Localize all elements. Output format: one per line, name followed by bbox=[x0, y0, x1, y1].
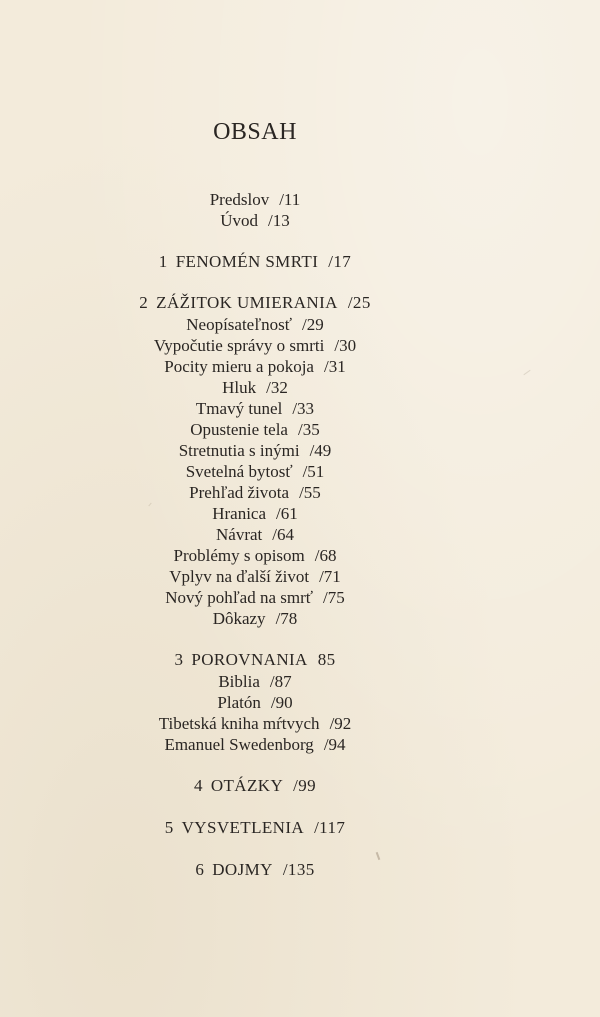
toc-entry bbox=[0, 504, 510, 524]
entry-title: ZÁŽITOK UMIERANIA bbox=[156, 293, 338, 312]
toc-chapter-entry bbox=[0, 776, 510, 796]
page-number: /35 bbox=[297, 420, 320, 439]
entry-title: Opustenie tela bbox=[190, 420, 288, 439]
toc-entry bbox=[0, 483, 510, 503]
chapter-number: 5 bbox=[164, 818, 174, 837]
page-number: /99 bbox=[293, 776, 317, 795]
page-title: OBSAH bbox=[213, 119, 297, 145]
page-number: /31 bbox=[323, 357, 346, 376]
toc-entry bbox=[0, 567, 510, 587]
toc-entry bbox=[0, 714, 510, 734]
entry-title: Stretnutia s inými bbox=[178, 441, 300, 460]
entry-title: Vplyv na ďalší život bbox=[169, 567, 310, 586]
page-number: /51 bbox=[302, 462, 325, 481]
entry-title: Dôkazy bbox=[212, 609, 266, 628]
page-number: /135 bbox=[282, 860, 315, 879]
entry-title: Nový pohľad na smrť bbox=[165, 588, 314, 607]
paper-speck bbox=[376, 852, 381, 860]
entry-title: DOJMY bbox=[212, 860, 273, 879]
toc-entry bbox=[0, 211, 510, 231]
toc-entry bbox=[0, 462, 510, 482]
entry-title: OTÁZKY bbox=[210, 776, 284, 795]
entry-title: Návrat bbox=[216, 525, 263, 544]
toc-entry bbox=[0, 399, 510, 419]
chapter-number: 1 bbox=[158, 252, 168, 271]
toc-chapter-entry bbox=[0, 252, 510, 272]
chapter-number: 3 bbox=[174, 650, 184, 669]
page-number: /49 bbox=[309, 441, 332, 460]
page-number: /68 bbox=[314, 546, 337, 565]
page-number: /90 bbox=[270, 693, 293, 712]
toc-entry bbox=[0, 336, 510, 356]
toc-entry bbox=[0, 357, 510, 377]
entry-title: Hluk bbox=[222, 378, 257, 397]
page-number: /61 bbox=[276, 504, 298, 523]
toc-chapter-entry bbox=[0, 860, 510, 880]
page-number: /29 bbox=[302, 315, 324, 334]
page-number: /32 bbox=[266, 378, 288, 397]
toc-chapter-entry bbox=[0, 818, 510, 838]
entry-title: Vypočutie správy o smrti bbox=[153, 336, 325, 355]
entry-title: Neopísateľnosť bbox=[186, 315, 293, 334]
toc-entry bbox=[0, 525, 510, 545]
page-number: /92 bbox=[329, 714, 352, 733]
toc-entry bbox=[0, 378, 510, 398]
toc-chapter-entry bbox=[0, 650, 510, 670]
page-number: /87 bbox=[269, 672, 292, 691]
toc-entry bbox=[0, 672, 510, 692]
entry-title: FENOMÉN SMRTI bbox=[175, 252, 319, 271]
page-number: /117 bbox=[314, 818, 346, 837]
page-number: /11 bbox=[279, 190, 301, 209]
entry-title: Svetelná bytosť bbox=[185, 462, 293, 481]
entry-title: POROVNANIA bbox=[191, 650, 308, 669]
page-number: /78 bbox=[275, 609, 298, 628]
toc-entry bbox=[0, 588, 510, 608]
entry-title: VYSVETLENIA bbox=[181, 818, 305, 837]
toc-entry bbox=[0, 609, 510, 629]
paper-speck bbox=[523, 370, 530, 375]
entry-title: Problémy s opisom bbox=[173, 546, 305, 565]
toc-entry bbox=[0, 420, 510, 440]
page-number: /64 bbox=[272, 525, 294, 544]
toc-entry bbox=[0, 190, 510, 210]
entry-title: Úvod bbox=[220, 211, 259, 230]
page-number: /17 bbox=[328, 252, 352, 271]
page-number: /33 bbox=[292, 399, 315, 418]
page-number: /75 bbox=[323, 588, 345, 607]
toc-entry bbox=[0, 693, 510, 713]
entry-title: Tibetská kniha mŕtvych bbox=[158, 714, 320, 733]
entry-title: Tmavý tunel bbox=[195, 399, 283, 418]
chapter-number: 2 bbox=[139, 293, 149, 312]
entry-title: Pocity mieru a pokoja bbox=[164, 357, 314, 376]
entry-title: Prehľad života bbox=[189, 483, 290, 502]
chapter-number: 4 bbox=[193, 776, 203, 795]
toc-entry bbox=[0, 315, 510, 335]
page-number: /13 bbox=[268, 211, 290, 230]
page-number: /71 bbox=[319, 567, 341, 586]
entry-title: Biblia bbox=[218, 672, 260, 691]
page-number: /55 bbox=[299, 483, 321, 502]
entry-title: Hranica bbox=[212, 504, 267, 523]
entry-title: Platón bbox=[217, 693, 261, 712]
page-number: /25 bbox=[347, 293, 371, 312]
entry-title: Predslov bbox=[209, 190, 270, 209]
entry-title: Emanuel Swedenborg bbox=[164, 735, 314, 754]
page-number: /94 bbox=[323, 735, 346, 754]
toc-chapter-entry bbox=[0, 293, 510, 313]
page-number: 85 bbox=[317, 650, 336, 669]
page-number: /30 bbox=[334, 336, 357, 355]
toc-entry bbox=[0, 441, 510, 461]
chapter-number: 6 bbox=[195, 860, 205, 879]
toc-entry bbox=[0, 735, 510, 755]
toc-entry bbox=[0, 546, 510, 566]
